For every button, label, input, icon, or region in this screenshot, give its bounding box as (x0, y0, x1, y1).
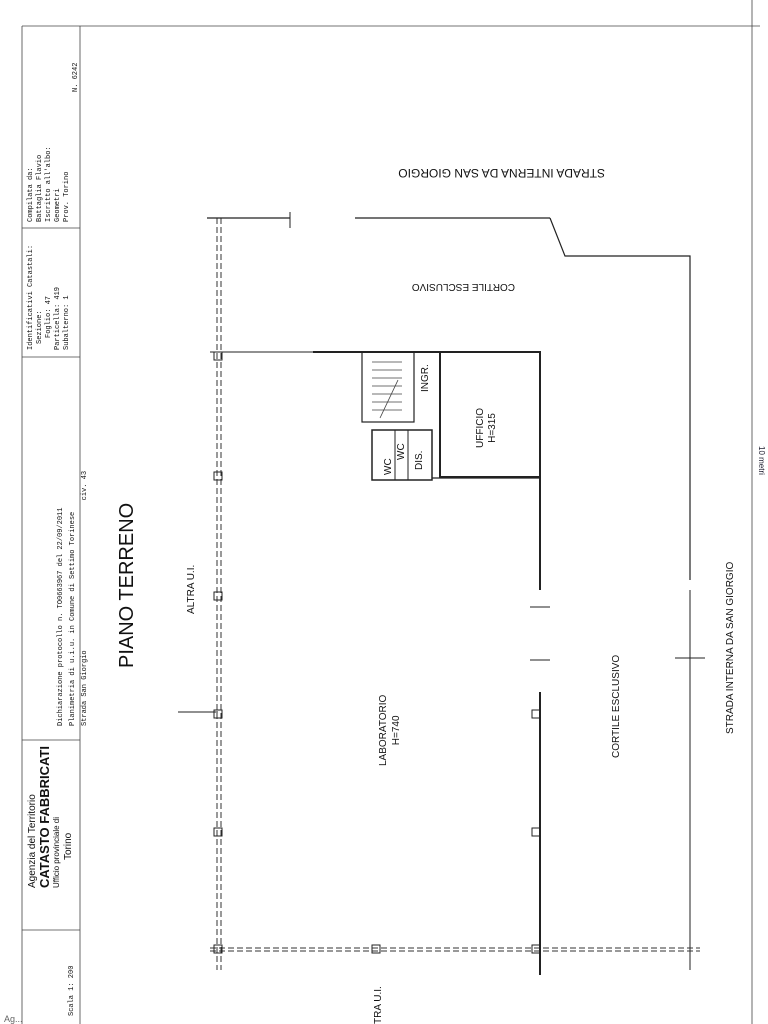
pillar-10 (532, 945, 540, 953)
street-right-label: STRADA INTERNA DA SAN GIORGIO (725, 561, 736, 734)
street-line (79, 471, 91, 726)
wc-label-1: WC (383, 458, 394, 475)
compiler-number: N. 6242 (72, 62, 80, 92)
compiler-title: Compilata da: (27, 167, 35, 222)
lab-label: LABORATORIO (378, 694, 389, 766)
compiler-block (27, 146, 72, 222)
pillar-7 (372, 945, 380, 953)
dis-label: DIS. (414, 450, 425, 470)
courtyard-top-label: CORTILE ESCLUSIVO (411, 281, 515, 292)
catasto-title: CATASTO FABBRICATI (37, 745, 52, 888)
wc-label-2: WC (396, 443, 407, 460)
pillar-8 (532, 710, 540, 718)
office-label: UFFICIO (475, 408, 486, 448)
office-line-1: Ufficio provinciale di (52, 817, 61, 888)
identifiers-title: Identificativi Catastali: (27, 244, 35, 350)
agency-name: Agenzia del Territorio (27, 794, 38, 888)
other-unit-bottom-label: TRA U.I. (373, 986, 384, 1024)
lab-height: H=740 (391, 715, 402, 746)
particella-line: Particella: 419 (54, 286, 62, 350)
office-line-2: Torino (63, 832, 74, 860)
right-street-boundary (550, 218, 690, 580)
pillar-9 (532, 828, 540, 836)
compiler-province: Prov. Torino (63, 171, 71, 222)
lab-label-block (377, 695, 403, 766)
street-name: Strada San Giorgio (81, 650, 89, 726)
identifiers-block (27, 245, 72, 350)
scale-edge-label: 10 metri (757, 446, 766, 475)
declaration-block (55, 471, 91, 726)
stair-block (362, 352, 414, 422)
office-label-block (475, 408, 499, 448)
protocol-line: Dichiarazione protocollo n. TO0663967 del 22/09/2011 (57, 507, 65, 726)
agency-block (27, 746, 75, 888)
floor-title: PIANO TERRENO (116, 502, 138, 668)
compiler-profession: Geometri (54, 188, 62, 222)
street-top-label: STRADA INTERNA DA SAN GIORGIO (398, 166, 605, 180)
civic-number: civ. 43 (81, 470, 89, 501)
other-unit-label: ALTRA U.I. (186, 564, 197, 614)
sezione-line: Sezione: (36, 310, 44, 344)
office-height: H=315 (487, 413, 498, 443)
compiler-albo: Iscritto all'albo: (45, 146, 53, 222)
footer-fragment: Ag... (4, 1014, 23, 1024)
foglio-line: Foglio: 47 (45, 295, 53, 338)
entrance-label: INGR. (420, 364, 431, 392)
subalterno-line: Subalterno: 1 (63, 295, 71, 350)
plan-line: Planimetria di u.i.u. in Comune di Settimo Torinese (69, 511, 77, 726)
courtyard-right-label: CORTILE ESCLUSIVO (611, 654, 622, 758)
scale-label: Scala 1: 200 (68, 965, 76, 1016)
compiler-name: Battaglia Flavio (36, 154, 44, 222)
